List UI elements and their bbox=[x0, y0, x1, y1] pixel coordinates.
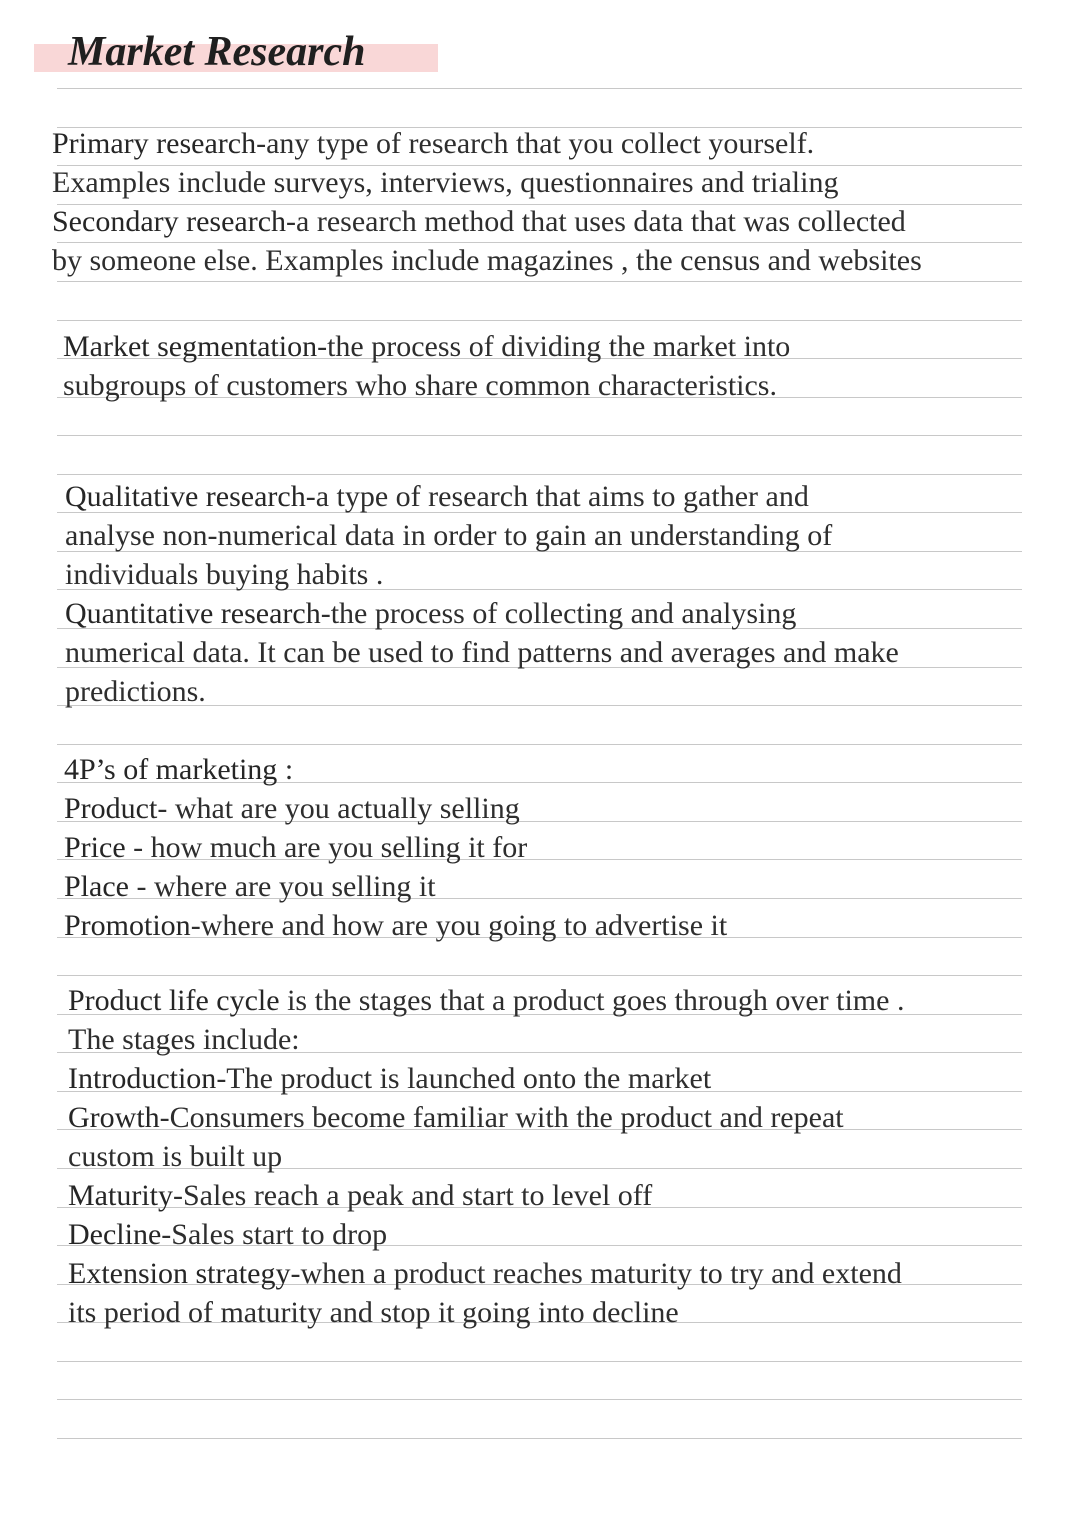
term-promotion: Promotion bbox=[64, 909, 191, 942]
definition-text: -Consumers become familiar with the product and repeat bbox=[159, 1101, 844, 1134]
note-line bbox=[65, 516, 832, 555]
term-maturity: Maturity bbox=[68, 1179, 173, 1212]
definition-text: : bbox=[277, 753, 294, 786]
term-highlight bbox=[65, 597, 321, 630]
definition-text: -Sales start to drop bbox=[161, 1218, 388, 1251]
note-line bbox=[68, 1293, 679, 1332]
note-line bbox=[68, 1059, 711, 1098]
definition-text: is the stages that a product goes through over time . bbox=[279, 984, 905, 1017]
term-qualitative-research: Qualitative research bbox=[65, 480, 306, 513]
note-line bbox=[64, 867, 436, 906]
definition-text: -any type of research that you collect yourself. bbox=[256, 127, 815, 160]
note-line bbox=[52, 202, 906, 241]
term-product-life-cycle: Product life cycle bbox=[68, 984, 280, 1017]
term-quantitative-research: Quantitative research bbox=[65, 597, 321, 630]
term-primary-research: Primary research bbox=[52, 127, 257, 160]
ruled-line bbox=[57, 474, 1022, 475]
note-line bbox=[52, 163, 838, 202]
term-growth: Growth bbox=[68, 1101, 160, 1134]
term-price: Price bbox=[64, 831, 126, 864]
definition-text: numerical data. It can be used to find patterns and averages and make bbox=[65, 636, 899, 669]
definition-text: -the process of dividing the market into bbox=[317, 330, 791, 363]
term-highlight bbox=[64, 753, 277, 786]
term-highlight bbox=[68, 984, 280, 1017]
definition-text: -when a product reaches maturity to try and extend bbox=[290, 1257, 902, 1290]
definition-text: individuals buying habits . bbox=[65, 558, 384, 591]
note-line bbox=[52, 241, 922, 280]
ruled-line bbox=[57, 1438, 1022, 1439]
definition-text: predictions. bbox=[65, 675, 206, 708]
term-place: Place bbox=[64, 870, 137, 903]
definition-text: -a research method that uses data that was collected bbox=[286, 205, 906, 238]
term-highlight bbox=[68, 1101, 160, 1134]
page-title: Market Research bbox=[68, 29, 366, 75]
note-line bbox=[68, 1254, 902, 1293]
note-line bbox=[68, 1215, 387, 1254]
definition-text: - what are you actually selling bbox=[157, 792, 520, 825]
note-line bbox=[68, 1020, 300, 1059]
term-highlight bbox=[68, 1179, 173, 1212]
note-line bbox=[63, 366, 777, 405]
note-line bbox=[65, 555, 383, 594]
term-highlight bbox=[64, 909, 191, 942]
note-line bbox=[64, 789, 520, 828]
term-highlight bbox=[68, 1062, 216, 1095]
note-line bbox=[64, 750, 293, 789]
note-line bbox=[65, 594, 796, 633]
definition-text: -a type of research that aims to gather and bbox=[305, 480, 809, 513]
definition-text: -where and how are you going to advertise it bbox=[190, 909, 728, 942]
note-line bbox=[68, 1137, 282, 1176]
definition-text: -Sales reach a peak and start to level off bbox=[173, 1179, 653, 1212]
note-line bbox=[63, 327, 790, 366]
definition-text: subgroups of customers who share common characteristics. bbox=[63, 369, 777, 402]
note-line bbox=[64, 828, 527, 867]
definition-text: The stages include: bbox=[68, 1023, 300, 1056]
note-line bbox=[68, 1176, 652, 1215]
term-decline: Decline bbox=[68, 1218, 162, 1251]
title-block bbox=[34, 28, 438, 76]
note-line bbox=[68, 981, 904, 1020]
definition-text: analyse non-numerical data in order to gain an understanding of bbox=[65, 519, 833, 552]
note-line bbox=[68, 1098, 844, 1137]
note-line bbox=[64, 906, 727, 945]
term-highlight bbox=[52, 127, 256, 160]
note-line bbox=[65, 672, 206, 711]
ruled-line bbox=[57, 281, 1022, 282]
ruled-line bbox=[57, 320, 1022, 321]
term-highlight bbox=[68, 1257, 290, 1290]
term-product: Product bbox=[64, 792, 158, 825]
note-line bbox=[65, 633, 899, 672]
term-secondary-research: Secondary research bbox=[52, 205, 287, 238]
definition-text: - where are you selling it bbox=[136, 870, 436, 903]
term-highlight bbox=[68, 1218, 161, 1251]
term-highlight bbox=[52, 205, 286, 238]
definition-text: by someone else. Examples include magazines , the census and websites bbox=[52, 244, 922, 277]
ruled-line bbox=[57, 744, 1022, 745]
definition-text: its period of maturity and stop it going into decline bbox=[68, 1296, 679, 1329]
ruled-line bbox=[57, 88, 1022, 89]
definition-text: Examples include surveys, interviews, questionnaires and trialing bbox=[52, 166, 839, 199]
term-extension-strategy: Extension strategy bbox=[68, 1257, 291, 1290]
note-line bbox=[65, 477, 809, 516]
term-introduction: Introduction bbox=[68, 1062, 217, 1095]
term-highlight bbox=[64, 870, 136, 903]
definition-text: - how much are you selling it for bbox=[125, 831, 528, 864]
term-4ps-of-marketing: 4P’s of marketing bbox=[64, 753, 278, 786]
term-highlight bbox=[64, 831, 126, 864]
term-market-segmentation: Market segmentation bbox=[63, 330, 318, 363]
ruled-line bbox=[57, 435, 1022, 436]
definition-text: -The product is launched onto the market bbox=[216, 1062, 712, 1095]
note-line bbox=[52, 124, 814, 163]
definition-text: -the process of collecting and analysing bbox=[320, 597, 797, 630]
term-highlight bbox=[65, 480, 306, 513]
ruled-line bbox=[57, 1399, 1022, 1400]
definition-text: custom is built up bbox=[68, 1140, 283, 1173]
term-highlight bbox=[64, 792, 157, 825]
ruled-line bbox=[57, 1361, 1022, 1362]
ruled-line bbox=[57, 975, 1022, 976]
term-highlight bbox=[63, 330, 317, 363]
